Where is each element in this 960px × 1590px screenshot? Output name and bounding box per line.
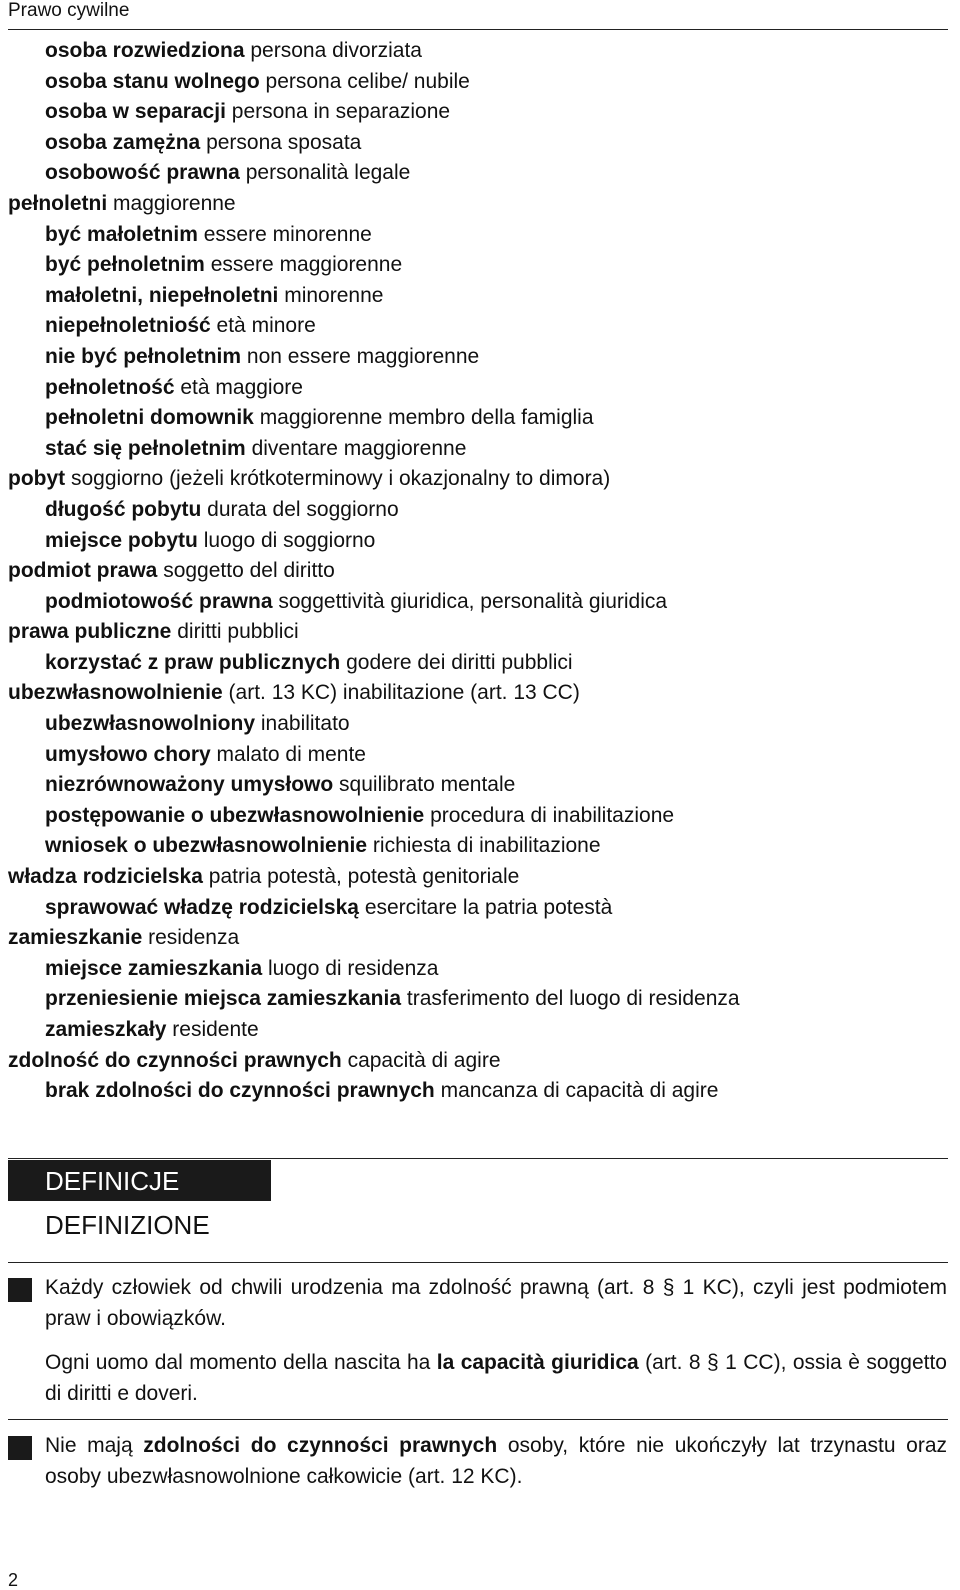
glossary-translation-italian: (art. 13 KC) inabilitazione (art. 13 CC) bbox=[228, 681, 580, 705]
glossary-term-polish: niezrównoważony umysłowo bbox=[45, 773, 334, 797]
glossary-entry bbox=[8, 862, 948, 893]
glossary-translation-italian: persona sposata bbox=[206, 130, 362, 154]
glossary-term-polish: pełnoletni bbox=[8, 191, 108, 215]
definition-2-text-a: Nie mają bbox=[45, 1434, 133, 1457]
glossary-entry bbox=[8, 1046, 948, 1077]
glossary-term-polish: miejsce zamieszkania bbox=[45, 956, 263, 980]
glossary-entry bbox=[8, 311, 948, 342]
glossary-entry bbox=[8, 97, 948, 128]
glossary-entry bbox=[8, 801, 948, 832]
glossary-translation-italian: malato di mente bbox=[216, 742, 366, 766]
glossary-entry bbox=[8, 709, 948, 740]
glossary-translation-italian: soggettività giuridica, personalità giuridica bbox=[278, 589, 668, 613]
glossary-translation-italian: essere minorenne bbox=[203, 222, 372, 246]
glossary-term-polish: pełnoletność bbox=[45, 375, 175, 399]
glossary-entry bbox=[8, 434, 948, 465]
glossary-term-polish: sprawować władzę rodzicielską bbox=[45, 895, 359, 919]
glossary-term-polish: nie być pełnoletnim bbox=[45, 344, 242, 368]
header-rule bbox=[8, 29, 948, 30]
glossary-translation-italian: godere dei diritti pubblici bbox=[346, 650, 573, 674]
glossary-term-polish: osoba zamężna bbox=[45, 130, 201, 154]
glossary-term-polish: podmiotowość prawna bbox=[45, 589, 273, 613]
glossary-translation-italian: capacità di agire bbox=[347, 1048, 501, 1072]
bullet-square-2 bbox=[8, 1436, 32, 1460]
definitions-title: DEFINICJE bbox=[45, 1166, 180, 1196]
glossary-term-polish: osoba stanu wolnego bbox=[45, 69, 260, 93]
glossary-entry bbox=[8, 36, 948, 67]
glossary-translation-italian: trasferimento del luogo di residenza bbox=[406, 987, 740, 1011]
glossary-entry bbox=[8, 1015, 948, 1046]
glossary-translation-italian: residenza bbox=[148, 926, 240, 950]
glossary-term-polish: osoba rozwiedziona bbox=[45, 39, 245, 62]
glossary-term-polish: korzystać z praw publicznych bbox=[45, 650, 341, 674]
glossary-term-polish: miejsce pobytu bbox=[45, 528, 198, 552]
glossary-term-polish: pobyt bbox=[8, 467, 66, 491]
glossary-entry bbox=[8, 67, 948, 98]
glossary-list bbox=[8, 36, 948, 1107]
glossary-entry bbox=[8, 464, 948, 495]
definition-2-text-c: osoby, które nie ukończyły lat trzynastu oraz osoby ubezwłasnowolnione całkowicie (art. 12 KC). bbox=[45, 1434, 947, 1488]
glossary-term-polish: zdolność do czynności prawnych bbox=[8, 1048, 342, 1072]
glossary-term-polish: pełnoletni domownik bbox=[45, 406, 254, 430]
definition-1-italian-term: la capacità giuridica bbox=[436, 1351, 639, 1374]
definition-1-italian-text-a: Ogni uomo dal momento della nascita ha bbox=[45, 1351, 431, 1374]
glossary-translation-italian: età minore bbox=[216, 314, 316, 338]
definition-1-italian bbox=[45, 1347, 947, 1409]
glossary-term-polish: podmiot prawa bbox=[8, 559, 158, 583]
glossary-translation-italian: soggetto del diritto bbox=[163, 559, 335, 583]
glossary-entry bbox=[8, 556, 948, 587]
glossary-term-polish: prawa publiczne bbox=[8, 620, 172, 644]
glossary-translation-italian: essere maggiorenne bbox=[210, 253, 403, 277]
glossary-term-polish: być pełnoletnim bbox=[45, 253, 205, 277]
glossary-translation-italian: luogo di residenza bbox=[267, 956, 439, 980]
glossary-term-polish: ubezwłasnowolnienie bbox=[8, 681, 223, 705]
glossary-translation-italian: soggiorno (jeżeli krótkoterminowy i okazjonalny to dimora) bbox=[71, 467, 611, 491]
glossary-translation-italian: procedura di inabilitazione bbox=[430, 803, 675, 827]
glossary-entry bbox=[8, 189, 948, 220]
glossary-translation-italian: squilibrato mentale bbox=[339, 773, 516, 797]
glossary-entry bbox=[8, 648, 948, 679]
glossary-term-polish: być małoletnim bbox=[45, 222, 198, 246]
glossary-translation-italian: residente bbox=[172, 1018, 259, 1041]
glossary-translation-italian: persona in separazione bbox=[231, 100, 451, 124]
glossary-term-polish: osoba w separacji bbox=[45, 100, 226, 124]
glossary-entry bbox=[8, 158, 948, 189]
glossary-entry bbox=[8, 678, 948, 709]
glossary-translation-italian: durata del soggiorno bbox=[207, 497, 399, 521]
glossary-translation-italian: diventare maggiorenne bbox=[251, 436, 467, 460]
glossary-term-polish: zamieszkanie bbox=[8, 926, 143, 950]
glossary-entry bbox=[8, 526, 948, 557]
glossary-entry bbox=[8, 403, 948, 434]
glossary-translation-italian: maggiorenne bbox=[113, 191, 236, 215]
glossary-translation-italian: luogo di soggiorno bbox=[203, 528, 376, 552]
glossary-entry bbox=[8, 220, 948, 251]
glossary-translation-italian: età maggiore bbox=[180, 375, 303, 399]
glossary-translation-italian: esercitare la patria potestà bbox=[364, 895, 613, 919]
glossary-entry bbox=[8, 1076, 948, 1107]
glossary-entry bbox=[8, 770, 948, 801]
definition-1-polish: Każdy człowiek od chwili urodzenia ma zdolność prawną (art. 8 § 1 KC), czyli jest podmiotem praw i obowiązków. bbox=[45, 1276, 947, 1330]
definition-1-italian-text-c: (art. 8 § 1 CC), ossia è soggetto di diritti e doveri. bbox=[45, 1351, 947, 1405]
glossary-translation-italian: diritti pubblici bbox=[177, 620, 299, 644]
glossary-term-polish: przeniesienie miejsca zamieszkania bbox=[45, 987, 402, 1011]
glossary-term-polish: stać się pełnoletnim bbox=[45, 436, 246, 460]
glossary-translation-italian: personalità legale bbox=[245, 161, 411, 185]
glossary-translation-italian: persona divorziata bbox=[250, 39, 422, 62]
glossary-term-polish: małoletni, niepełnoletni bbox=[45, 283, 279, 307]
glossary-translation-italian: mancanza di capacità di agire bbox=[440, 1079, 719, 1103]
glossary-term-polish: zamieszkały bbox=[45, 1018, 167, 1041]
glossary-entry bbox=[8, 740, 948, 771]
glossary-term-polish: osobowość prawna bbox=[45, 161, 240, 185]
definition-rule-1 bbox=[8, 1262, 948, 1263]
glossary-entry bbox=[8, 250, 948, 281]
definitions-subtitle: DEFINIZIONE bbox=[45, 1210, 210, 1240]
glossary-term-polish: władza rodzicielska bbox=[8, 865, 203, 889]
glossary-entry bbox=[8, 617, 948, 648]
glossary-translation-italian: patria potestà, potestà genitoriale bbox=[208, 865, 520, 889]
glossary-entry bbox=[8, 281, 948, 312]
glossary-translation-italian: maggiorenne membro della famiglia bbox=[259, 406, 594, 430]
page-number: 2 bbox=[8, 1570, 19, 1590]
glossary-term-polish: ubezwłasnowolniony bbox=[45, 712, 256, 736]
bullet-square-1 bbox=[8, 1278, 32, 1302]
definition-rule-2 bbox=[8, 1419, 948, 1420]
glossary-translation-italian: persona celibe/ nubile bbox=[265, 69, 470, 93]
glossary-translation-italian: non essere maggiorenne bbox=[246, 344, 480, 368]
glossary-entry bbox=[8, 923, 948, 954]
glossary-translation-italian: inabilitato bbox=[260, 712, 350, 736]
glossary-entry bbox=[8, 373, 948, 404]
glossary-entry bbox=[8, 495, 948, 526]
running-header: Prawo cywilne bbox=[8, 0, 130, 21]
glossary-entry bbox=[8, 893, 948, 924]
glossary-entry bbox=[8, 342, 948, 373]
glossary-term-polish: niepełnoletniość bbox=[45, 314, 211, 338]
section-rule bbox=[8, 1158, 948, 1159]
glossary-term-polish: brak zdolności do czynności prawnych bbox=[45, 1079, 435, 1103]
glossary-entry bbox=[8, 128, 948, 159]
glossary-entry bbox=[8, 587, 948, 618]
glossary-translation-italian: richiesta di inabilitazione bbox=[372, 834, 601, 858]
glossary-translation-italian: minorenne bbox=[284, 283, 384, 307]
definitions-banner bbox=[8, 1160, 271, 1201]
glossary-term-polish: postępowanie o ubezwłasnowolnienie bbox=[45, 803, 425, 827]
definition-2-polish bbox=[45, 1430, 947, 1492]
glossary-entry bbox=[8, 831, 948, 862]
definition-2-term: zdolności do czynności prawnych bbox=[143, 1434, 498, 1457]
glossary-term-polish: długość pobytu bbox=[45, 497, 202, 521]
glossary-entry bbox=[8, 984, 948, 1015]
glossary-term-polish: umysłowo chory bbox=[45, 742, 211, 766]
glossary-entry bbox=[8, 954, 948, 985]
glossary-term-polish: wniosek o ubezwłasnowolnienie bbox=[45, 834, 368, 858]
